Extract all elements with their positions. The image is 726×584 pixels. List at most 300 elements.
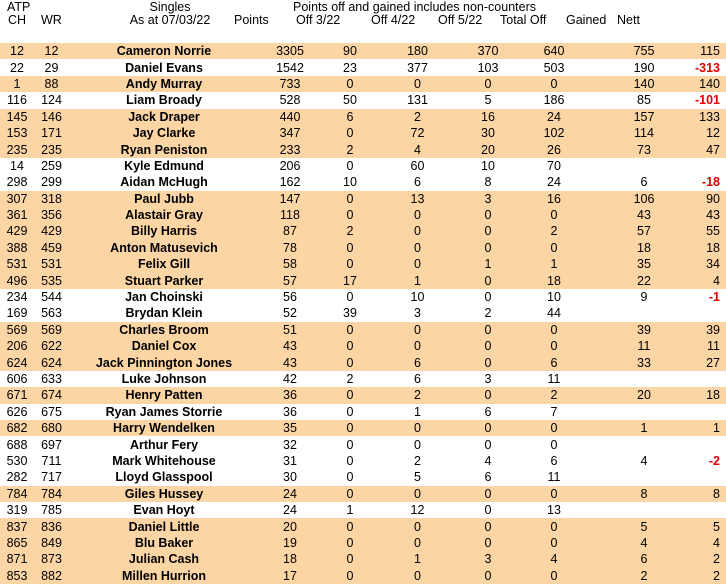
ch-cell: 307 xyxy=(0,191,34,207)
ch-cell: 531 xyxy=(0,256,34,272)
spacer-cell xyxy=(588,174,616,190)
off5-cell: 5 xyxy=(456,92,520,108)
header-singles: Singles xyxy=(149,0,191,14)
header-wr: WR xyxy=(41,13,62,27)
off5-cell: 0 xyxy=(456,76,520,92)
header-nett: Nett xyxy=(617,13,640,27)
off4-cell: 5 xyxy=(379,469,456,485)
spacer-cell xyxy=(588,518,616,534)
table-row xyxy=(0,338,726,354)
wr-cell: 849 xyxy=(34,535,69,551)
player-name: Luke Johnson xyxy=(69,371,259,387)
wr-cell: 697 xyxy=(34,436,69,452)
off3-cell: 50 xyxy=(321,92,379,108)
player-name: Kyle Edmund xyxy=(69,158,259,174)
points-cell: 206 xyxy=(259,158,321,174)
gained-cell xyxy=(616,436,672,452)
nett-cell: 2 xyxy=(672,551,726,567)
player-name: Andy Murray xyxy=(69,76,259,92)
spacer-cell xyxy=(588,502,616,518)
off4-cell: 0 xyxy=(379,322,456,338)
table-row xyxy=(0,92,726,108)
gained-cell: 6 xyxy=(616,174,672,190)
ch-cell: 206 xyxy=(0,338,34,354)
gained-cell: 85 xyxy=(616,92,672,108)
gained-cell: 755 xyxy=(616,43,672,59)
player-name: Felix Gill xyxy=(69,256,259,272)
total-off-cell: 4 xyxy=(520,551,588,567)
off5-cell: 3 xyxy=(456,551,520,567)
nett-cell: 12 xyxy=(672,125,726,141)
points-cell: 36 xyxy=(259,387,321,403)
off5-cell: 0 xyxy=(456,387,520,403)
ch-cell: 530 xyxy=(0,453,34,469)
spacer-cell xyxy=(588,420,616,436)
table-row xyxy=(0,453,726,469)
table-row xyxy=(0,289,726,305)
total-off-cell: 11 xyxy=(520,469,588,485)
nett-cell: 140 xyxy=(672,76,726,92)
table-row xyxy=(0,436,726,452)
points-cell: 3305 xyxy=(259,43,321,59)
off5-cell: 2 xyxy=(456,305,520,321)
points-cell: 43 xyxy=(259,354,321,370)
off3-cell: 0 xyxy=(321,453,379,469)
spacer-cell xyxy=(588,535,616,551)
off3-cell: 90 xyxy=(321,43,379,59)
nett-cell: -313 xyxy=(672,59,726,75)
gained-cell: 39 xyxy=(616,322,672,338)
ch-cell: 837 xyxy=(0,518,34,534)
off5-cell: 0 xyxy=(456,518,520,534)
spacer-cell xyxy=(588,191,616,207)
total-off-cell: 24 xyxy=(520,109,588,125)
gained-cell: 57 xyxy=(616,223,672,239)
nett-cell: -18 xyxy=(672,174,726,190)
off5-cell: 0 xyxy=(456,502,520,518)
total-off-cell: 102 xyxy=(520,125,588,141)
nett-cell: 39 xyxy=(672,322,726,338)
off5-cell: 0 xyxy=(456,354,520,370)
off3-cell: 2 xyxy=(321,371,379,387)
ch-cell: 624 xyxy=(0,354,34,370)
total-off-cell: 0 xyxy=(520,486,588,502)
nett-cell: 4 xyxy=(672,535,726,551)
wr-cell: 680 xyxy=(34,420,69,436)
off5-cell: 3 xyxy=(456,371,520,387)
gained-cell: 73 xyxy=(616,141,672,157)
gained-cell: 20 xyxy=(616,387,672,403)
nett-cell: 34 xyxy=(672,256,726,272)
points-cell: 24 xyxy=(259,502,321,518)
wr-cell: 675 xyxy=(34,404,69,420)
gained-cell xyxy=(616,305,672,321)
nett-cell: -2 xyxy=(672,453,726,469)
points-cell: 733 xyxy=(259,76,321,92)
off3-cell: 10 xyxy=(321,174,379,190)
points-cell: 87 xyxy=(259,223,321,239)
nett-cell xyxy=(672,469,726,485)
off3-cell: 0 xyxy=(321,354,379,370)
total-off-cell: 24 xyxy=(520,174,588,190)
spacer-cell xyxy=(588,207,616,223)
off3-cell: 23 xyxy=(321,59,379,75)
total-off-cell: 1 xyxy=(520,256,588,272)
gained-cell xyxy=(616,404,672,420)
player-name: Ryan James Storrie xyxy=(69,404,259,420)
table-row xyxy=(0,322,726,338)
off5-cell: 0 xyxy=(456,420,520,436)
table-row xyxy=(0,502,726,518)
total-off-cell: 0 xyxy=(520,322,588,338)
points-cell: 56 xyxy=(259,289,321,305)
off3-cell: 2 xyxy=(321,141,379,157)
ch-cell: 319 xyxy=(0,502,34,518)
off5-cell: 0 xyxy=(456,535,520,551)
spacer-cell xyxy=(588,568,616,584)
off5-cell: 10 xyxy=(456,158,520,174)
player-name: Aidan McHugh xyxy=(69,174,259,190)
spacer-cell xyxy=(588,43,616,59)
wr-cell: 12 xyxy=(34,43,69,59)
gained-cell: 33 xyxy=(616,354,672,370)
player-name: Jan Choinski xyxy=(69,289,259,305)
spacer-cell xyxy=(588,551,616,567)
wr-cell: 836 xyxy=(34,518,69,534)
off4-cell: 6 xyxy=(379,354,456,370)
points-cell: 118 xyxy=(259,207,321,223)
points-cell: 52 xyxy=(259,305,321,321)
off3-cell: 0 xyxy=(321,486,379,502)
off5-cell: 0 xyxy=(456,289,520,305)
spacer-cell xyxy=(588,76,616,92)
off3-cell: 2 xyxy=(321,223,379,239)
wr-cell: 318 xyxy=(34,191,69,207)
spacer-cell xyxy=(588,125,616,141)
off5-cell: 20 xyxy=(456,141,520,157)
off4-cell: 72 xyxy=(379,125,456,141)
wr-cell: 622 xyxy=(34,338,69,354)
off5-cell: 0 xyxy=(456,322,520,338)
gained-cell: 9 xyxy=(616,289,672,305)
gained-cell: 190 xyxy=(616,59,672,75)
points-cell: 147 xyxy=(259,191,321,207)
total-off-cell: 0 xyxy=(520,518,588,534)
nett-cell: 47 xyxy=(672,141,726,157)
ch-cell: 853 xyxy=(0,568,34,584)
spacer-cell xyxy=(588,322,616,338)
total-off-cell: 6 xyxy=(520,453,588,469)
total-off-cell: 6 xyxy=(520,354,588,370)
points-cell: 51 xyxy=(259,322,321,338)
header-atp: ATP xyxy=(7,0,31,14)
nett-cell xyxy=(672,158,726,174)
off3-cell: 1 xyxy=(321,502,379,518)
gained-cell: 11 xyxy=(616,338,672,354)
ch-cell: 169 xyxy=(0,305,34,321)
off4-cell: 180 xyxy=(379,43,456,59)
ch-cell: 626 xyxy=(0,404,34,420)
ch-cell: 688 xyxy=(0,436,34,452)
total-off-cell: 18 xyxy=(520,272,588,288)
header-off4: Off 4/22 xyxy=(371,13,416,27)
table-header xyxy=(0,0,646,42)
wr-cell: 569 xyxy=(34,322,69,338)
nett-cell: 18 xyxy=(672,240,726,256)
spacer-cell xyxy=(588,92,616,108)
off3-cell: 0 xyxy=(321,404,379,420)
off4-cell: 60 xyxy=(379,158,456,174)
table-row xyxy=(0,207,726,223)
nett-cell: 2 xyxy=(672,568,726,584)
spacer-cell xyxy=(588,272,616,288)
points-cell: 31 xyxy=(259,453,321,469)
nett-cell xyxy=(672,305,726,321)
off4-cell: 1 xyxy=(379,272,456,288)
off3-cell: 0 xyxy=(321,551,379,567)
table-row xyxy=(0,272,726,288)
nett-cell xyxy=(672,404,726,420)
off4-cell: 0 xyxy=(379,338,456,354)
off4-cell: 0 xyxy=(379,76,456,92)
total-off-cell: 0 xyxy=(520,76,588,92)
player-name: Blu Baker xyxy=(69,535,259,551)
player-name: Julian Cash xyxy=(69,551,259,567)
off3-cell: 0 xyxy=(321,125,379,141)
table-row xyxy=(0,469,726,485)
ch-cell: 429 xyxy=(0,223,34,239)
off5-cell: 0 xyxy=(456,240,520,256)
points-cell: 24 xyxy=(259,486,321,502)
total-off-cell: 26 xyxy=(520,141,588,157)
off4-cell: 2 xyxy=(379,453,456,469)
gained-cell: 157 xyxy=(616,109,672,125)
ch-cell: 682 xyxy=(0,420,34,436)
points-cell: 35 xyxy=(259,420,321,436)
table-row xyxy=(0,551,726,567)
wr-cell: 882 xyxy=(34,568,69,584)
off4-cell: 0 xyxy=(379,223,456,239)
wr-cell: 259 xyxy=(34,158,69,174)
off4-cell: 0 xyxy=(379,518,456,534)
spacer-cell xyxy=(588,289,616,305)
table-row xyxy=(0,141,726,157)
nett-cell: 8 xyxy=(672,486,726,502)
table-row xyxy=(0,76,726,92)
points-cell: 20 xyxy=(259,518,321,534)
spacer-cell xyxy=(588,338,616,354)
off4-cell: 6 xyxy=(379,174,456,190)
off3-cell: 0 xyxy=(321,158,379,174)
gained-cell xyxy=(616,502,672,518)
total-off-cell: 2 xyxy=(520,387,588,403)
table-row xyxy=(0,420,726,436)
off3-cell: 0 xyxy=(321,535,379,551)
wr-cell: 124 xyxy=(34,92,69,108)
off5-cell: 4 xyxy=(456,453,520,469)
total-off-cell: 503 xyxy=(520,59,588,75)
off5-cell: 370 xyxy=(456,43,520,59)
off3-cell: 0 xyxy=(321,338,379,354)
player-name: Ryan Peniston xyxy=(69,141,259,157)
table-row xyxy=(0,404,726,420)
wr-cell: 717 xyxy=(34,469,69,485)
spacer-cell xyxy=(588,158,616,174)
off3-cell: 39 xyxy=(321,305,379,321)
spacer-cell xyxy=(588,223,616,239)
nett-cell: 4 xyxy=(672,272,726,288)
total-off-cell: 16 xyxy=(520,191,588,207)
wr-cell: 535 xyxy=(34,272,69,288)
ch-cell: 22 xyxy=(0,59,34,75)
total-off-cell: 10 xyxy=(520,289,588,305)
nett-cell: 90 xyxy=(672,191,726,207)
off4-cell: 1 xyxy=(379,551,456,567)
nett-cell: -1 xyxy=(672,289,726,305)
wr-cell: 459 xyxy=(34,240,69,256)
gained-cell: 4 xyxy=(616,535,672,551)
points-cell: 32 xyxy=(259,436,321,452)
wr-cell: 785 xyxy=(34,502,69,518)
off3-cell: 6 xyxy=(321,109,379,125)
off4-cell: 0 xyxy=(379,436,456,452)
off5-cell: 6 xyxy=(456,469,520,485)
points-cell: 1542 xyxy=(259,59,321,75)
table-row xyxy=(0,354,726,370)
nett-cell: 18 xyxy=(672,387,726,403)
header-ch: CH xyxy=(8,13,27,27)
off5-cell: 8 xyxy=(456,174,520,190)
total-off-cell: 0 xyxy=(520,436,588,452)
player-name: Daniel Little xyxy=(69,518,259,534)
wr-cell: 88 xyxy=(34,76,69,92)
off5-cell: 3 xyxy=(456,191,520,207)
ch-cell: 1 xyxy=(0,76,34,92)
wr-cell: 429 xyxy=(34,223,69,239)
gained-cell: 6 xyxy=(616,551,672,567)
wr-cell: 544 xyxy=(34,289,69,305)
player-name: Jack Pinnington Jones xyxy=(69,354,259,370)
gained-cell xyxy=(616,469,672,485)
spacer-cell xyxy=(588,486,616,502)
wr-cell: 873 xyxy=(34,551,69,567)
off4-cell: 3 xyxy=(379,305,456,321)
off3-cell: 0 xyxy=(321,436,379,452)
points-cell: 17 xyxy=(259,568,321,584)
total-off-cell: 0 xyxy=(520,240,588,256)
table-row xyxy=(0,109,726,125)
header-as-at: As at 07/03/22 xyxy=(129,13,211,27)
ch-cell: 12 xyxy=(0,43,34,59)
nett-cell: 115 xyxy=(672,43,726,59)
off5-cell: 6 xyxy=(456,404,520,420)
player-name: Daniel Cox xyxy=(69,338,259,354)
ch-cell: 234 xyxy=(0,289,34,305)
spacer-cell xyxy=(588,256,616,272)
nett-cell: 133 xyxy=(672,109,726,125)
nett-cell xyxy=(672,371,726,387)
off5-cell: 103 xyxy=(456,59,520,75)
table-row xyxy=(0,371,726,387)
wr-cell: 299 xyxy=(34,174,69,190)
ch-cell: 235 xyxy=(0,141,34,157)
gained-cell: 43 xyxy=(616,207,672,223)
player-name: Giles Hussey xyxy=(69,486,259,502)
off4-cell: 1 xyxy=(379,404,456,420)
gained-cell: 22 xyxy=(616,272,672,288)
player-name: Henry Patten xyxy=(69,387,259,403)
off4-cell: 2 xyxy=(379,109,456,125)
header-total-off: Total Off xyxy=(500,13,547,27)
nett-cell: 27 xyxy=(672,354,726,370)
player-name: Daniel Evans xyxy=(69,59,259,75)
table-row xyxy=(0,125,726,141)
gained-cell: 35 xyxy=(616,256,672,272)
off5-cell: 0 xyxy=(456,338,520,354)
gained-cell: 114 xyxy=(616,125,672,141)
header-note: Points off and gained includes non-counters xyxy=(293,0,536,14)
off5-cell: 16 xyxy=(456,109,520,125)
off3-cell: 0 xyxy=(321,191,379,207)
points-cell: 18 xyxy=(259,551,321,567)
off3-cell: 0 xyxy=(321,568,379,584)
ch-cell: 153 xyxy=(0,125,34,141)
table-row xyxy=(0,518,726,534)
off4-cell: 13 xyxy=(379,191,456,207)
off5-cell: 0 xyxy=(456,568,520,584)
off3-cell: 0 xyxy=(321,322,379,338)
ch-cell: 865 xyxy=(0,535,34,551)
spacer-cell xyxy=(588,109,616,125)
wr-cell: 235 xyxy=(34,141,69,157)
points-cell: 162 xyxy=(259,174,321,190)
total-off-cell: 0 xyxy=(520,338,588,354)
ch-cell: 361 xyxy=(0,207,34,223)
player-name: Billy Harris xyxy=(69,223,259,239)
off4-cell: 0 xyxy=(379,535,456,551)
player-name: Harry Wendelken xyxy=(69,420,259,436)
gained-cell: 2 xyxy=(616,568,672,584)
nett-cell: 43 xyxy=(672,207,726,223)
spacer-cell xyxy=(588,354,616,370)
player-name: Jay Clarke xyxy=(69,125,259,141)
ch-cell: 606 xyxy=(0,371,34,387)
off3-cell: 0 xyxy=(321,207,379,223)
ch-cell: 282 xyxy=(0,469,34,485)
wr-cell: 624 xyxy=(34,354,69,370)
off3-cell: 17 xyxy=(321,272,379,288)
spacer-cell xyxy=(588,404,616,420)
player-name: Jack Draper xyxy=(69,109,259,125)
total-off-cell: 0 xyxy=(520,420,588,436)
player-name: Alastair Gray xyxy=(69,207,259,223)
off3-cell: 0 xyxy=(321,240,379,256)
wr-cell: 146 xyxy=(34,109,69,125)
points-cell: 19 xyxy=(259,535,321,551)
off4-cell: 2 xyxy=(379,387,456,403)
points-cell: 528 xyxy=(259,92,321,108)
points-cell: 42 xyxy=(259,371,321,387)
off4-cell: 6 xyxy=(379,371,456,387)
wr-cell: 531 xyxy=(34,256,69,272)
total-off-cell: 13 xyxy=(520,502,588,518)
spacer-cell xyxy=(588,436,616,452)
spacer-cell xyxy=(588,469,616,485)
total-off-cell: 2 xyxy=(520,223,588,239)
total-off-cell: 0 xyxy=(520,568,588,584)
gained-cell xyxy=(616,371,672,387)
table-row xyxy=(0,174,726,190)
